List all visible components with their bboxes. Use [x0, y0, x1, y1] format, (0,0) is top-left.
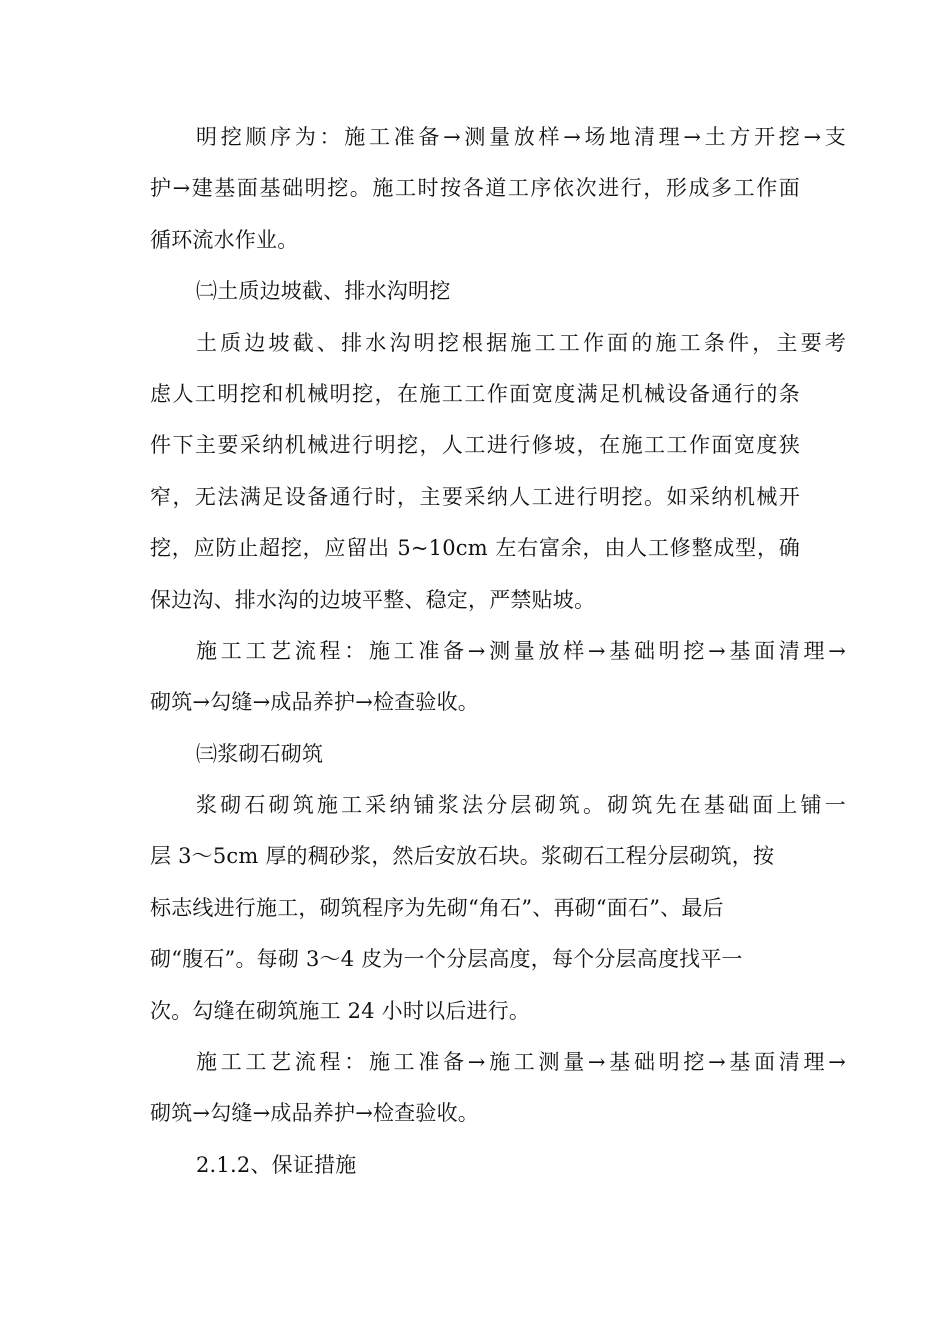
paragraph-line: 土质边坡截、排水沟明挖根据施工工作面的施工条件，主要考: [196, 330, 846, 355]
paragraph-line: 循环流水作业。: [150, 227, 299, 252]
document-body: [150, 112, 846, 1191]
section-heading: 2.1.2、保证措施: [196, 1152, 357, 1177]
paragraph-line: 浆砌石砌筑施工采纳铺浆法分层砌筑。砌筑先在基础面上铺一: [196, 793, 846, 818]
section-heading: ㈡土质边坡截、排水沟明挖: [196, 279, 451, 304]
paragraph-line: 施工工艺流程：施工准备→施工测量→基础明挖→基面清理→: [196, 1050, 846, 1075]
paragraph-line: 虑人工明挖和机械明挖，在施工工作面宽度满足机械设备通行的条: [150, 381, 800, 406]
paragraph-line: 标志线进行施工，砌筑程序为先砌“角石”、再砌“面石”、最后: [150, 895, 724, 920]
paragraph-line: 护→建基面基础明挖。施工时按各道工序依次进行，形成多工作面: [150, 176, 800, 201]
paragraph-line: 砌筑→勾缝→成品养护→检查验收。: [150, 1101, 479, 1126]
section-heading: ㈢浆砌石砌筑: [196, 741, 324, 766]
paragraph-line: 层 3～5cm 厚的稠砂浆，然后安放石块。浆砌石工程分层砌筑，按: [150, 844, 775, 869]
paragraph-line: 件下主要采纳机械进行明挖，人工进行修坡，在施工工作面宽度狭: [150, 433, 800, 458]
paragraph-line: 窄，无法满足设备通行时，主要采纳人工进行明挖。如采纳机械开: [150, 484, 800, 509]
paragraph-line: 次。勾缝在砌筑施工 24 小时以后进行。: [150, 998, 531, 1023]
paragraph-line: 挖，应防止超挖，应留出 5~10cm 左右富余，由人工修整成型，确: [150, 536, 800, 561]
paragraph-line: 明挖顺序为：施工准备→测量放样→场地清理→土方开挖→支: [196, 125, 846, 149]
paragraph-line: 砌筑→勾缝→成品养护→检查验收。: [150, 690, 479, 715]
paragraph-line: 施工工艺流程：施工准备→测量放样→基础明挖→基面清理→: [196, 638, 846, 663]
paragraph-line: 砌“腹石”。每砌 3～4 皮为一个分层高度，每个分层高度找平一: [150, 947, 743, 972]
paragraph-line: 保边沟、排水沟的边坡平整、稳定，严禁贴坡。: [150, 587, 596, 612]
